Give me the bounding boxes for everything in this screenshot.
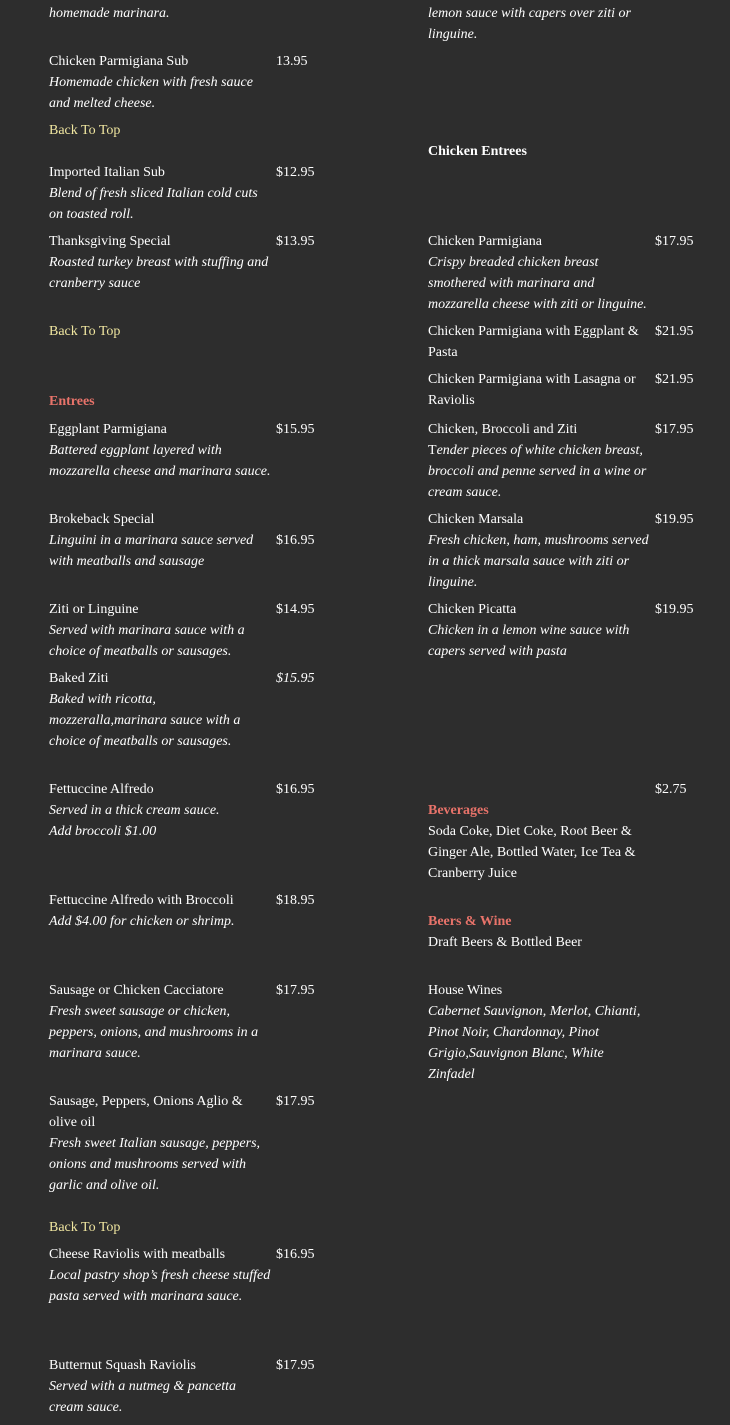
item-description: homemade marinara. xyxy=(49,6,170,21)
item-description: Homemade chicken with fresh sauce and melted cheese. xyxy=(49,75,253,111)
item-description: Cabernet Sauvignon, Merlot, Chianti, Pinot Noir, Chardonnay, Pinot Grigio,Sauvignon Blanc, White Zinfadel xyxy=(428,1004,641,1082)
menu-item-name: House Wines xyxy=(428,983,503,998)
item-description: lemon sauce with capers over ziti or linguine. xyxy=(428,6,631,42)
item-note: Add broccoli $1.00 xyxy=(49,824,157,839)
item-description: Baked with ricotta, mozzeralla,marinara sauce with a choice of meatballs or sausages. xyxy=(49,692,241,749)
menu-item-name: Chicken Marsala xyxy=(428,512,524,527)
menu-item-price: $18.95 xyxy=(276,893,315,908)
menu-item-price: 13.95 xyxy=(276,54,308,69)
item-description: Served with a nutmeg & pancetta cream sauce. xyxy=(49,1379,237,1415)
item-description: Chicken in a lemon wine sauce with capers served with pasta xyxy=(428,623,630,659)
item-description: Served in a thick cream sauce. xyxy=(49,803,220,818)
menu-item-name: Fettuccine Alfredo with Broccoli xyxy=(49,893,234,908)
menu-item-name: Chicken Picatta xyxy=(428,602,517,617)
menu-item-price: $17.95 xyxy=(276,1358,315,1373)
menu-item-name: Chicken Parmigiana with Eggplant & Pasta xyxy=(428,324,639,360)
item-description: Add $4.00 for chicken or shrimp. xyxy=(49,914,235,929)
menu-item-name: Ziti or Linguine xyxy=(49,602,139,617)
description-initial: T xyxy=(428,443,437,458)
menu-item-price: $21.95 xyxy=(655,324,694,339)
menu-item-name: Eggplant Parmigiana xyxy=(49,422,167,437)
item-description: Linguini in a marinara sauce served with meatballs and sausage xyxy=(49,533,254,569)
item-description: Fresh sweet sausage or chicken, peppers, onions, and mushrooms in a marinara sauce. xyxy=(49,1004,259,1061)
item-description: Served with marinara sauce with a choice of meatballs or sausages. xyxy=(49,623,245,659)
item-description: Blend of fresh sliced Italian cold cuts on toasted roll. xyxy=(49,186,258,222)
item-description: Draft Beers & Bottled Beer xyxy=(428,935,582,950)
menu-item-name: Sausage, Peppers, Onions Aglio & olive oil xyxy=(49,1094,243,1130)
item-description: Fresh chicken, ham, mushrooms served in a thick marsala sauce with ziti or linguine. xyxy=(428,533,649,590)
section-header-entrees: Entrees xyxy=(49,394,95,409)
item-description: Fresh sweet Italian sausage, peppers, onions and mushrooms served with garlic and olive oil. xyxy=(49,1136,261,1193)
menu-item-name: Chicken, Broccoli and Ziti xyxy=(428,422,578,437)
menu-item-name: Butternut Squash Raviolis xyxy=(49,1358,196,1373)
menu-item-price: $12.95 xyxy=(276,165,315,180)
menu-item-price: $14.95 xyxy=(276,602,315,617)
back-to-top-link[interactable]: Back To Top xyxy=(49,1220,121,1235)
menu-item-name: Chicken Parmigiana with Lasagna or Raviolis xyxy=(428,372,636,408)
back-to-top-link[interactable]: Back To Top xyxy=(49,123,121,138)
menu-item-name: Cheese Raviolis with meatballs xyxy=(49,1247,226,1262)
menu-item-price: $16.95 xyxy=(276,1247,315,1262)
menu-item-name: Brokeback Special xyxy=(49,512,155,527)
menu-item-price: $16.95 xyxy=(276,782,315,797)
menu-item-price: $16.95 xyxy=(276,533,315,548)
item-description: Local pastry shop’s fresh cheese stuffed pasta served with marinara sauce. xyxy=(49,1268,271,1304)
menu-item-price: $17.95 xyxy=(655,422,694,437)
section-header-beers-wine: Beers & Wine xyxy=(428,914,512,929)
menu-item-price: $13.95 xyxy=(276,234,315,249)
menu-item-name: Chicken Parmigiana xyxy=(428,234,542,249)
menu-item-price: $15.95 xyxy=(276,422,315,437)
menu-item-price: $17.95 xyxy=(276,983,315,998)
menu-item-price: $2.75 xyxy=(655,782,687,797)
section-header-chicken-entrees: Chicken Entrees xyxy=(428,144,527,159)
menu-item-price: $19.95 xyxy=(655,512,694,527)
menu-item-name: Thanksgiving Special xyxy=(49,234,171,249)
menu-item-name: Baked Ziti xyxy=(49,671,109,686)
item-description: Roasted turkey breast with stuffing and cranberry sauce xyxy=(49,255,269,291)
back-to-top-link[interactable]: Back To Top xyxy=(49,324,121,339)
item-description: Crispy breaded chicken breast smothered with marinara and mozzarella cheese with ziti or linguine. xyxy=(428,255,647,312)
item-description: Battered eggplant layered with mozzarella cheese and marinara sauce. xyxy=(49,443,271,479)
item-description: Soda Coke, Diet Coke, Root Beer & Ginger Ale, Bottled Water, Ice Tea & Cranberry Juice xyxy=(428,824,636,881)
section-header-beverages: Beverages xyxy=(428,803,489,818)
menu-item-price: $21.95 xyxy=(655,372,694,387)
menu-item-price: $17.95 xyxy=(655,234,694,249)
menu-item-price: $15.95 xyxy=(276,671,315,686)
menu-item-name: Fettuccine Alfredo xyxy=(49,782,154,797)
description-rest: ender pieces of white chicken breast, broccoli and penne served in a wine or cream sauce. xyxy=(428,443,647,500)
menu-item-name: Chicken Parmigiana Sub xyxy=(49,54,189,69)
menu-item-price: $17.95 xyxy=(276,1094,315,1109)
menu-item-price: $19.95 xyxy=(655,602,694,617)
menu-item-name: Imported Italian Sub xyxy=(49,165,165,180)
menu-item-name: Sausage or Chicken Cacciatore xyxy=(49,983,224,998)
item-description xyxy=(428,440,650,503)
